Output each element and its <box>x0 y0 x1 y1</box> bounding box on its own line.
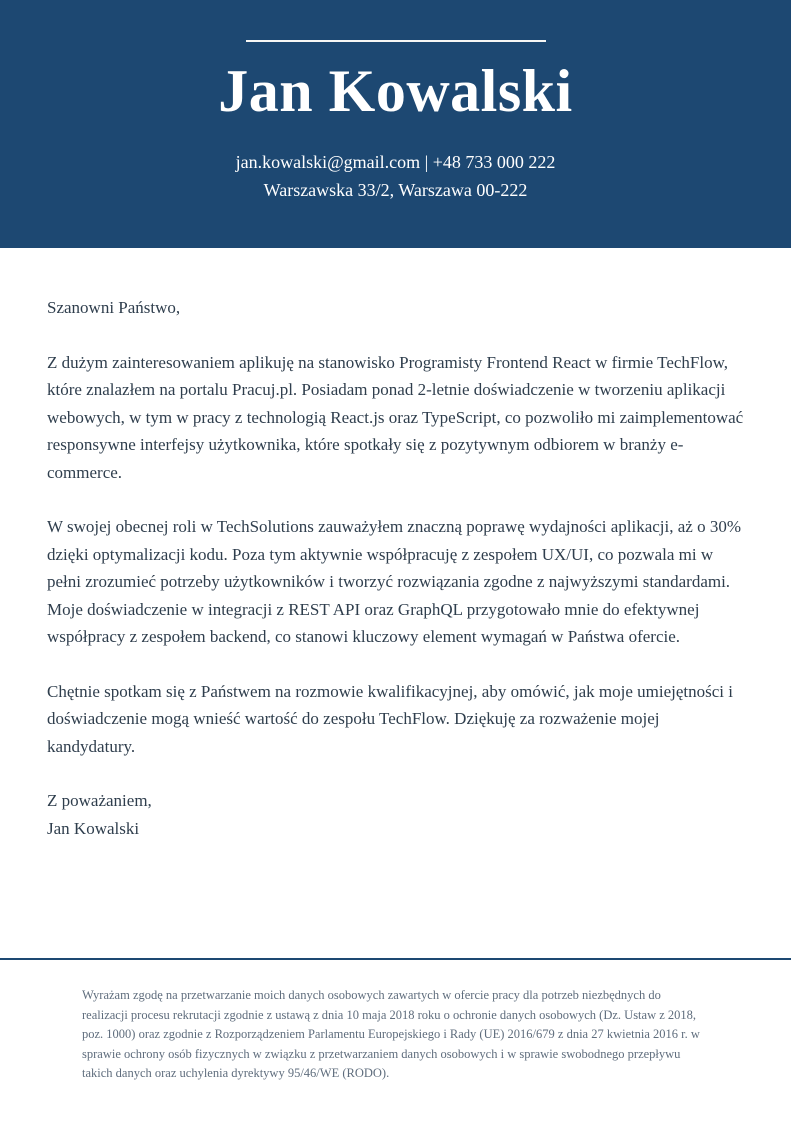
letter-header <box>0 0 791 248</box>
closing-phrase: Z poważaniem, <box>47 791 152 810</box>
contact-email-phone: jan.kowalski@gmail.com | +48 733 000 222 <box>235 152 556 172</box>
closing-block <box>47 787 746 842</box>
rodo-consent-text: Wyrażam zgodę na przetwarzanie moich danych osobowych zawartych w ofercie pracy dla potrzeb niezbędnych do realizacji procesu rekrutacji zgodnie z ustawą z dnia 10 maja 2018 roku o ochronie danych osobowych (Dz. Ustaw z 2018, poz. 1000) oraz zgodnie z Rozporządzeniem Parlamentu Europejskiego i Rady (UE) 2016/679 z dnia 27 kwietnia 2016 r. w sprawie ochrony osób fizycznych w związku z przetwarzaniem danych osobowych i w sprawie swobodnego przepływu takich danych oraz uchylenia dyrektywy 95/46/WE (RODO). <box>82 988 700 1080</box>
header-divider-line <box>246 40 546 42</box>
applicant-name: Jan Kowalski <box>218 58 573 124</box>
paragraph-introduction: Z dużym zainteresowaniem aplikuję na stanowisko Programisty Frontend React w firmie TechFlow, które znalazłem na portalu Pracuj.pl. Posiadam ponad 2-letnie doświadczenie w tworzeniu aplikacji webowych, w tym w pracy z technologią React.js oraz TypeScript, co pozwoliło mi zaimplementować responsywne interfejsy użytkownika, które spotkały się z pozytywnym odbiorem w branży e-commerce. <box>47 352 744 482</box>
letter-body <box>0 248 791 842</box>
paragraph-invitation: Chętnie spotkam się z Państwem na rozmowie kwalifikacyjnej, aby omówić, jak moje umiejętności i doświadczenie mogą wnieść wartość do zespołu TechFlow. Dziękuję za rozważenie mojej kandydatury. <box>47 681 733 756</box>
contact-address: Warszawska 33/2, Warszawa 00-222 <box>263 180 528 200</box>
greeting-line: Szanowni Państwo, <box>47 298 181 317</box>
signature-name: Jan Kowalski <box>47 818 140 838</box>
letter-footer <box>0 958 791 1084</box>
paragraph-experience: W swojej obecnej roli w TechSolutions zauważyłem znaczną poprawę wydajności aplikacji, aż o 30% dzięki optymalizacji kodu. Poza tym aktywnie współpracuję z zespołem UX/UI, co pozwala mi w pełni zrozumieć potrzeby użytkowników i tworzyć rozwiązania zgodne z najwyższymi standardami. Moje doświadczenie w integracji z REST API oraz GraphQL przygotowało mnie do efektywnej współpracy z zespołem backend, co stanowi kluczowy element wymagań w Państwa ofercie. <box>47 517 742 646</box>
